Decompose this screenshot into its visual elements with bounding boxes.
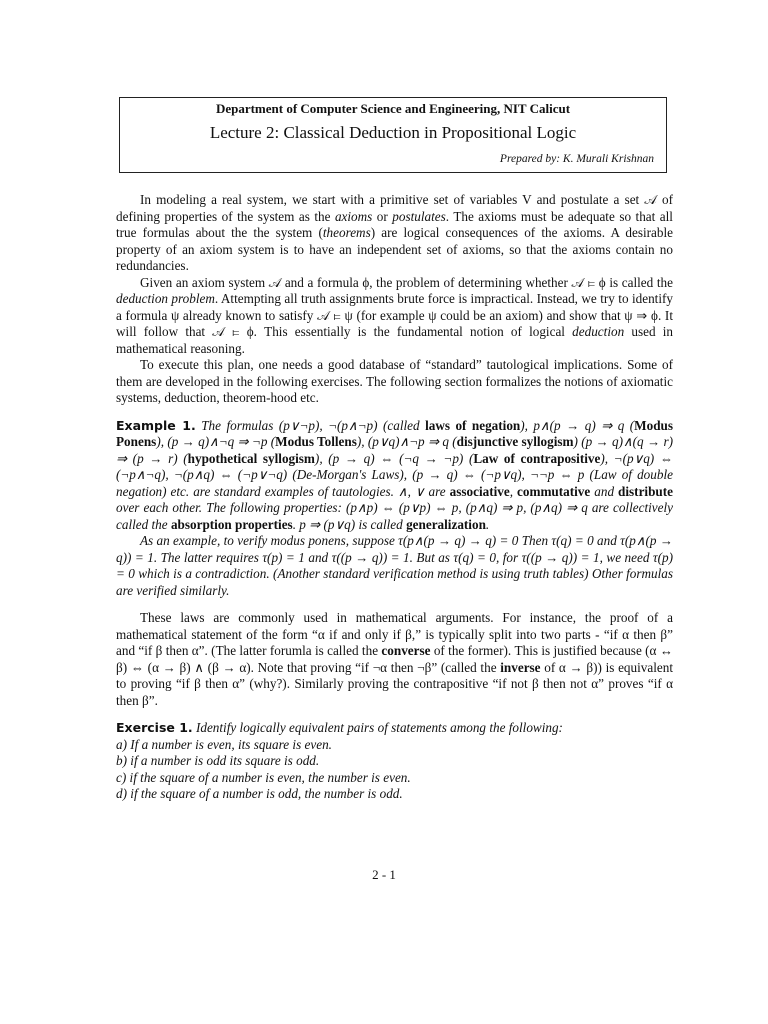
- paragraph-plan: To execute this plan, one needs a good database of “standard” tautological implications. Some of them are developed in the following exercises. The following section formalizes the notions of axiomatic systems, deduction, theorem-hood etc.: [116, 357, 673, 405]
- page-number: 2 - 1: [372, 867, 396, 882]
- prepared-by: Prepared by: K. Murali Krishnan: [499, 153, 654, 165]
- example-1-verification: As an example, to verify modus ponens, suppose τ(p∧(p → q) → q) = 0 Then τ(q) = 0 and τ(p∧(p → q)) = 1. The latter requires τ(p) = 1 and τ((p → q)) = 1. But as τ(q) = 0, for τ((p → q)) = 1, we need τ(p) = 0 which is a contradiction. (Another standard verification method is using truth tables) Other formulas are verified similarly.: [116, 533, 673, 598]
- lecture-header-box: [119, 97, 667, 173]
- exercise-label: Exercise 1.: [116, 720, 193, 735]
- exercise-item-d: d) if the square of a number is odd, the number is odd.: [116, 786, 403, 801]
- paragraph-intro: In modeling a real system, we start with a primitive set of variables V and postulate a set 𝒜 of defining properties of the system as the axioms or postulates. The axioms must be adequate so that all true formulas about the the system (theorems) are logical consequences of the axioms. A desirable property of an axiom system is to have an independent set of axioms, so that the axioms contain no redundancies.: [116, 192, 673, 273]
- paragraph-laws-usage: These laws are commonly used in mathematical arguments. For instance, the proof of a mathematical statement of the form “α if and only if β,” is typically split into two parts - “if α then β” and “if β then α”. (The latter forumla is called the converse of the former). This is justified because (α ↔ β) ⇔ (α → β) ∧ (β → α). Note that proving “if ¬α then ¬β” (called the inverse of α → β)) is equivalent to proving “if β then α” (why?). Similarly proving the contrapositive “if not β then not α” proves “if α then β”.: [116, 610, 673, 708]
- paragraph-deduction: Given an axiom system 𝒜 and a formula ϕ, the problem of determining whether 𝒜 ⊨ ϕ is called the deduction problem. Attempting all truth assignments brute force is impractical. Instead, we try to identify a formula ψ already known to satisfy 𝒜 ⊨ ψ (for example ψ could be an axiom) and show that ψ ⇒ ϕ. It will follow that 𝒜 ⊨ ϕ. This essentially is the fundamental notion of logical deduction used in mathematical reasoning.: [116, 274, 673, 356]
- exercise-item-a: a) If a number is even, its square is even.: [116, 736, 332, 752]
- document-body: [116, 192, 673, 803]
- example-label: Example 1.: [116, 417, 196, 433]
- example-1: Example 1. The formulas (p∨¬p), ¬(p∧¬p) (called laws of negation), p∧(p → q) ⇒ q (Modus Ponens), (p → q)∧¬q ⇒ ¬p (Modus Tollens), (p∨q)∧¬p ⇒ q (disjunctive syllogism) (p → q)∧(q → r) ⇒ (p → r) (hypothetical syllogism), (p → q) ⇔ (¬q → ¬p) (Law of contrapositive), ¬(p∨q) ⇔ (¬p∧¬q), ¬(p∧q) ⇔ (¬p∨¬q) (De-Morgan's Laws), (p → q) ⇔ (¬p∨q), ¬¬p ⇔ p (Law of double negation) etc. are standard examples of tautologies. ∧, ∨ are associative, commutative and distribute over each other. The following properties: (p∧p) ⇔ (p∨p) ⇔ p, (p∧q) ⇒ p, (p∧q) ⇒ q are collectively called the absorption properties. p ⇒ (p∨q) is called generalization.: [116, 417, 674, 532]
- exercise-item-c: c) if the square of a number is even, the number is even.: [116, 769, 411, 785]
- lecture-title: Lecture 2: Classical Deduction in Propositional Logic: [209, 123, 577, 142]
- exercise-1: Exercise 1. Identify logically equivalent pairs of statements among the following:: [116, 720, 563, 735]
- exercise-item-b: b) if a number is odd its square is odd.: [116, 753, 320, 768]
- department-title: Department of Computer Science and Engineering, NIT Calicut: [215, 101, 571, 116]
